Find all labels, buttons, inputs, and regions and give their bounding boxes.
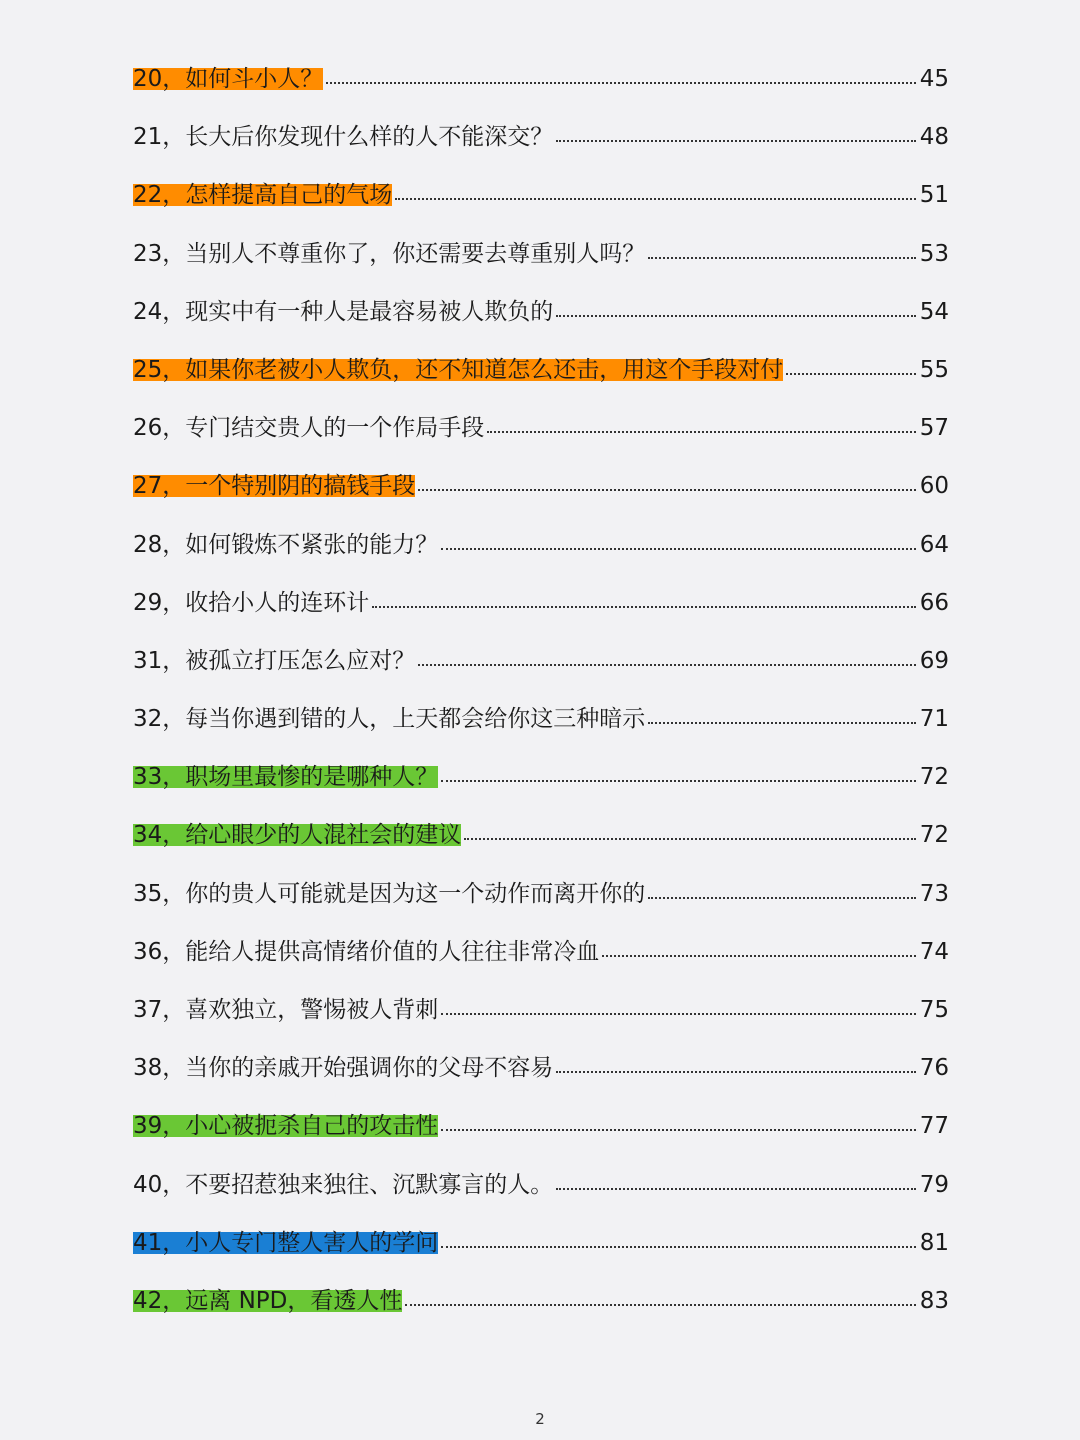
dot-leader bbox=[441, 1246, 916, 1248]
toc-entry-title-wrap bbox=[133, 355, 783, 385]
toc-entry-title: 37，喜欢独立，警惕被人背刺 bbox=[133, 997, 439, 1023]
toc-entry-page: 83 bbox=[919, 1287, 949, 1314]
dot-leader bbox=[556, 1071, 916, 1073]
dot-leader bbox=[405, 1304, 916, 1306]
toc-entry-page: 73 bbox=[919, 880, 949, 907]
toc-entry-line bbox=[133, 1039, 949, 1083]
dot-leader bbox=[464, 838, 916, 840]
toc-entry-title-wrap bbox=[133, 937, 599, 967]
toc-entry-title: 27，一个特别阴的搞钱手段 bbox=[133, 473, 416, 500]
toc-entry-title-wrap bbox=[133, 704, 645, 734]
dot-leader bbox=[395, 198, 916, 200]
dot-leader bbox=[556, 315, 916, 317]
dot-leader bbox=[786, 373, 916, 375]
toc-entry-page: 55 bbox=[919, 356, 949, 383]
toc-entry-title-wrap bbox=[133, 1053, 553, 1083]
toc-entry[interactable] bbox=[133, 283, 949, 341]
dot-leader bbox=[556, 140, 916, 142]
toc-entry-title: 42，远离 NPD，看透人性 bbox=[133, 1287, 403, 1314]
toc-entry-page: 60 bbox=[919, 473, 949, 500]
toc-entry-title: 21，长大后你发现什么样的人不能深交？ bbox=[133, 124, 554, 151]
toc-entry-title: 36，能给人提供高情绪价值的人往往非常冷血 bbox=[133, 938, 600, 965]
toc-entry[interactable] bbox=[133, 457, 949, 515]
toc-entry[interactable] bbox=[133, 399, 949, 457]
toc-entry-line bbox=[133, 981, 949, 1025]
toc-entry-title-wrap bbox=[133, 122, 553, 152]
dot-leader bbox=[602, 955, 916, 957]
toc-entry-title-wrap bbox=[133, 995, 438, 1025]
toc-entry-page: 48 bbox=[919, 124, 949, 151]
toc-entry[interactable] bbox=[133, 50, 949, 108]
toc-entry[interactable] bbox=[133, 574, 949, 632]
dot-leader bbox=[648, 722, 916, 724]
toc-entry-title-wrap bbox=[133, 646, 415, 676]
toc-entry[interactable] bbox=[133, 923, 949, 981]
table-of-contents bbox=[133, 50, 949, 1330]
toc-entry[interactable] bbox=[133, 806, 949, 864]
dot-leader bbox=[418, 489, 916, 491]
toc-entry[interactable] bbox=[133, 1272, 949, 1330]
toc-entry-line bbox=[133, 806, 949, 850]
toc-entry-title-wrap bbox=[133, 239, 645, 269]
toc-entry[interactable] bbox=[133, 341, 949, 399]
toc-entry-line bbox=[133, 1214, 949, 1258]
toc-entry[interactable] bbox=[133, 516, 949, 574]
toc-entry[interactable] bbox=[133, 225, 949, 283]
toc-entry[interactable] bbox=[133, 981, 949, 1039]
toc-entry[interactable] bbox=[133, 1039, 949, 1097]
toc-entry-title-wrap bbox=[133, 1228, 438, 1258]
toc-entry-line bbox=[133, 50, 949, 94]
dot-leader bbox=[441, 1013, 916, 1015]
toc-entry-line bbox=[133, 1272, 949, 1316]
toc-entry-title: 20，如何斗小人？ bbox=[133, 66, 324, 92]
toc-entry-page: 51 bbox=[919, 182, 949, 209]
toc-entry-title: 22，怎样提高自己的气场 bbox=[133, 182, 393, 209]
dot-leader bbox=[648, 897, 916, 899]
toc-entry-page: 66 bbox=[919, 589, 949, 616]
dot-leader bbox=[326, 82, 916, 84]
toc-entry-title-wrap bbox=[133, 762, 438, 792]
toc-entry-title: 38，当你的亲戚开始强调你的父母不容易 bbox=[133, 1055, 554, 1082]
toc-entry-title: 24，现实中有一种人是最容易被人欺负的 bbox=[133, 298, 554, 325]
toc-entry[interactable] bbox=[133, 865, 949, 923]
page-number: 2 bbox=[535, 1410, 545, 1428]
toc-entry-page: 79 bbox=[919, 1171, 949, 1198]
toc-entry-line bbox=[133, 108, 949, 152]
toc-entry-title-wrap bbox=[133, 64, 323, 94]
dot-leader bbox=[487, 431, 916, 433]
toc-entry-title: 31，被孤立打压怎么应对？ bbox=[133, 647, 416, 674]
toc-entry-title: 41，小人专门整人害人的学问 bbox=[133, 1229, 439, 1256]
dot-leader bbox=[441, 1129, 916, 1131]
toc-entry-line bbox=[133, 690, 949, 734]
toc-entry[interactable] bbox=[133, 166, 949, 224]
toc-entry-title: 25，如果你老被小人欺负，还不知道怎么还击，用这个手段对付 bbox=[133, 356, 784, 383]
toc-entry-line bbox=[133, 574, 949, 618]
toc-entry-title-wrap bbox=[133, 1286, 402, 1316]
toc-entry-title-wrap bbox=[133, 588, 369, 618]
toc-entry-title-wrap bbox=[133, 180, 392, 210]
dot-leader bbox=[556, 1188, 916, 1190]
toc-entry-line bbox=[133, 516, 949, 560]
toc-entry-page: 53 bbox=[919, 240, 949, 267]
toc-entry-line bbox=[133, 923, 949, 967]
toc-entry-page: 72 bbox=[919, 822, 949, 849]
toc-entry-page: 74 bbox=[919, 938, 949, 965]
toc-entry-line bbox=[133, 748, 949, 792]
toc-entry-page: 72 bbox=[919, 764, 949, 791]
toc-entry-page: 71 bbox=[919, 706, 949, 733]
toc-entry-title-wrap bbox=[133, 1111, 438, 1141]
toc-entry-page: 69 bbox=[919, 647, 949, 674]
dot-leader bbox=[441, 548, 916, 550]
toc-entry-title-wrap bbox=[133, 820, 461, 850]
dot-leader bbox=[372, 606, 916, 608]
toc-entry-title: 29，收拾小人的连环计 bbox=[133, 589, 370, 616]
dot-leader bbox=[441, 780, 916, 782]
toc-entry-title-wrap bbox=[133, 471, 415, 501]
toc-entry-line bbox=[133, 166, 949, 210]
toc-entry-line bbox=[133, 283, 949, 327]
toc-entry[interactable] bbox=[133, 1156, 949, 1214]
toc-entry-title: 40，不要招惹独来独往、沉默寡言的人。 bbox=[133, 1171, 554, 1198]
toc-entry-page: 54 bbox=[919, 298, 949, 325]
toc-entry-title-wrap bbox=[133, 413, 484, 443]
toc-entry-title: 34，给心眼少的人混社会的建议 bbox=[133, 822, 462, 849]
toc-entry[interactable] bbox=[133, 632, 949, 690]
toc-entry-title: 33，职场里最惨的是哪种人？ bbox=[133, 764, 439, 791]
toc-entry-title-wrap bbox=[133, 530, 438, 560]
toc-entry-page: 45 bbox=[919, 66, 949, 92]
toc-entry-page: 76 bbox=[919, 1055, 949, 1082]
toc-entry-line bbox=[133, 225, 949, 269]
toc-entry[interactable] bbox=[133, 1097, 949, 1155]
toc-entry-line bbox=[133, 1097, 949, 1141]
toc-entry[interactable] bbox=[133, 690, 949, 748]
toc-entry-title: 26，专门结交贵人的一个作局手段 bbox=[133, 415, 485, 442]
toc-entry-title: 35，你的贵人可能就是因为这一个动作而离开你的 bbox=[133, 880, 646, 907]
toc-entry[interactable] bbox=[133, 1214, 949, 1272]
toc-entry-title-wrap bbox=[133, 1170, 553, 1200]
toc-entry-page: 57 bbox=[919, 415, 949, 442]
toc-entry-title: 39，小心被扼杀自己的攻击性 bbox=[133, 1113, 439, 1140]
toc-entry-title-wrap bbox=[133, 297, 553, 327]
toc-entry-page: 77 bbox=[919, 1113, 949, 1140]
toc-entry-title: 23，当别人不尊重你了，你还需要去尊重别人吗？ bbox=[133, 240, 646, 267]
toc-entry[interactable] bbox=[133, 748, 949, 806]
toc-entry-title: 28，如何锻炼不紧张的能力？ bbox=[133, 531, 439, 558]
toc-entry-line bbox=[133, 632, 949, 676]
toc-entry-title: 32，每当你遇到错的人，上天都会给你这三种暗示 bbox=[133, 706, 646, 733]
toc-entry-line bbox=[133, 341, 949, 385]
toc-entry[interactable] bbox=[133, 108, 949, 166]
toc-entry-title-wrap bbox=[133, 879, 645, 909]
toc-entry-page: 64 bbox=[919, 531, 949, 558]
toc-entry-line bbox=[133, 399, 949, 443]
toc-entry-line bbox=[133, 865, 949, 909]
toc-entry-line bbox=[133, 1156, 949, 1200]
dot-leader bbox=[418, 664, 916, 666]
toc-entry-line bbox=[133, 457, 949, 501]
toc-entry-page: 75 bbox=[919, 997, 949, 1023]
toc-entry-page: 81 bbox=[919, 1229, 949, 1256]
dot-leader bbox=[648, 257, 916, 259]
